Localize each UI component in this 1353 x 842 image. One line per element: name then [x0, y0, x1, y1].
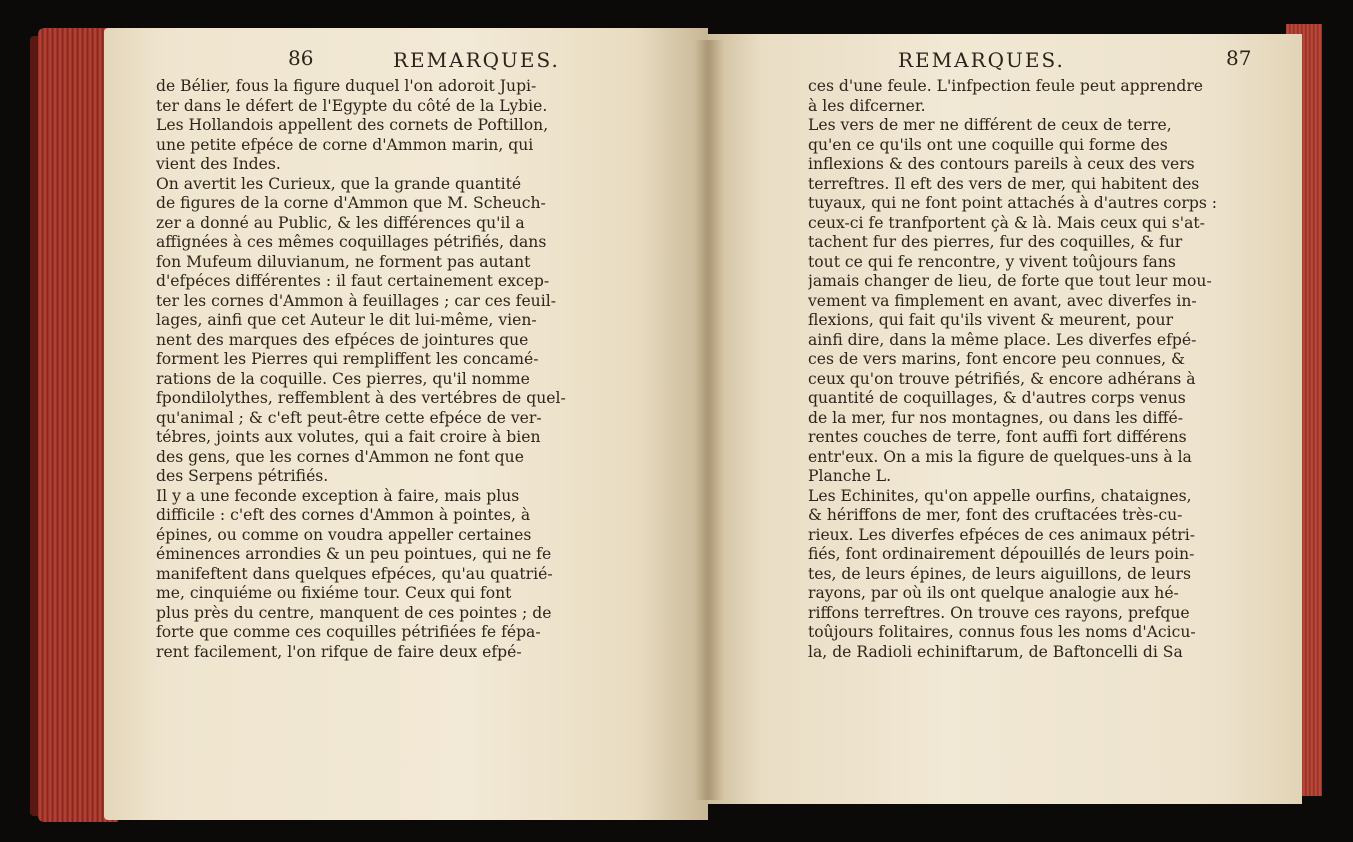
text-line: tout ce qui fe rencontre, y vivent toûjours fans: [808, 252, 1176, 271]
book-gutter: [694, 40, 724, 800]
text-line: lages, ainfi que cet Auteur le dit lui-même, vien-: [156, 311, 537, 329]
text-line: fon Mufeum diluvianum, ne forment pas autant: [156, 252, 531, 271]
text-line: ces d'une feule. L'infpection feule peut apprendre: [808, 77, 1204, 95]
text-line: ainfi dire, dans la même place. Les diverfes efpé-: [808, 330, 1197, 349]
text-line: tachent fur des pierres, fur des coquilles, & fur: [808, 233, 1183, 251]
text-line: une petite efpéce de corne d'Ammon marin, qui: [156, 135, 534, 154]
text-line: tes, de leurs épines, de leurs aiguillons, de leurs: [808, 564, 1191, 583]
text-line: zer a donné au Public, & les différences qu'il a: [156, 213, 525, 232]
text-line: vement va fimplement en avant, avec diverfes in-: [808, 291, 1197, 310]
text-line: me, cinquiéme ou fixiéme tour. Ceux qui font: [156, 584, 512, 602]
text-line: de la mer, fur nos montagnes, ou dans les diffé-: [808, 408, 1184, 427]
text-line: Les Hollandois appellent des cornets de Poftillon,: [156, 116, 549, 134]
text-line: à les difcerner.: [808, 96, 926, 115]
text-line: ter dans le défert de l'Egypte du côté de la Lybie.: [156, 96, 548, 115]
text-line: jamais changer de lieu, de forte que tout leur mou-: [808, 272, 1212, 290]
text-line: des Serpens pétrifiés.: [156, 467, 329, 485]
text-line: manifeftent dans quelques efpéces, qu'au quatrié-: [156, 564, 553, 583]
text-line: Les Echinites, qu'on appelle ourfins, chataignes,: [808, 486, 1192, 505]
text-line: forment les Pierres qui rempliffent les concamé-: [156, 350, 539, 368]
left-running-head: REMARQUES.: [393, 48, 560, 72]
text-line: rent facilement, l'on rifque de faire deux efpé-: [156, 642, 522, 661]
right-page-text: [808, 77, 1278, 662]
text-line: & hériffons de mer, font des cruftacées très-cu-: [808, 506, 1183, 524]
text-line: rations de la coquille. Ces pierres, qu'il nomme: [156, 369, 530, 388]
text-line: ceux-ci fe tranfportent çà & là. Mais ceux qui s'at-: [808, 213, 1205, 232]
text-line: difficile : c'eft des cornes d'Ammon à pointes, à: [156, 506, 531, 524]
text-line: ceux qu'on trouve pétrifiés, & encore adhérans à: [808, 369, 1196, 388]
text-line: tébres, joints aux volutes, qui a fait croire à bien: [156, 428, 541, 446]
text-line: inflexions & des contours pareils à ceux des vers: [808, 155, 1195, 173]
text-line: forte que comme ces coquilles pétrifiées fe fépa-: [156, 623, 541, 641]
text-line: fiés, font ordinairement dépouillés de leurs poin-: [808, 545, 1195, 563]
text-line: Il y a une feconde exception à faire, mais plus: [156, 486, 520, 505]
right-running-head: REMARQUES.: [898, 48, 1065, 72]
text-line: de figures de la corne d'Ammon que M. Scheuch-: [156, 194, 546, 212]
scan-border: [1343, 0, 1353, 842]
text-line: nent des marques des efpéces de jointures que: [156, 330, 529, 349]
left-page-text: [156, 77, 631, 662]
text-line: quantité de coquillages, & d'autres corps venus: [808, 389, 1186, 407]
text-line: ter les cornes d'Ammon à feuillages ; car ces feuil-: [156, 291, 556, 310]
text-line: toûjours folitaires, connus fous les noms d'Acicu-: [808, 623, 1196, 641]
right-page-number: 87: [1226, 46, 1252, 70]
text-line: la, de Radioli echiniftarum, de Baftoncelli di Sa: [808, 642, 1183, 661]
text-line: rayons, par où ils ont quelque analogie aux hé-: [808, 584, 1179, 602]
text-line: flexions, qui fait qu'ils vivent & meurent, pour: [808, 311, 1174, 329]
text-line: rentes couches de terre, font auffi fort différens: [808, 428, 1187, 446]
text-line: entr'eux. On a mis la figure de quelques-uns à la: [808, 447, 1192, 466]
text-line: vient des Indes.: [156, 155, 281, 173]
text-line: épines, ou comme on voudra appeller certaines: [156, 525, 532, 544]
text-line: tuyaux, qui ne font point attachés à d'autres corps :: [808, 194, 1218, 212]
text-line: Planche L.: [808, 467, 892, 485]
text-line: qu'animal ; & c'eft peut-être cette efpéce de ver-: [156, 408, 542, 427]
text-line: affignées à ces mêmes coquillages pétrifiés, dans: [156, 233, 547, 251]
text-line: rieux. Les diverfes efpéces de ces animaux pétri-: [808, 525, 1195, 544]
text-line: éminences arrondies & un peu pointues, qui ne fe: [156, 545, 552, 563]
text-line: d'efpéces différentes : il faut certainement excep-: [156, 272, 550, 290]
text-line: plus près du centre, manquent de ces pointes ; de: [156, 603, 552, 622]
text-line: terreftres. Il eft des vers de mer, qui habitent des: [808, 174, 1200, 193]
left-page-number: 86: [288, 46, 314, 70]
text-line: On avertit les Curieux, que la grande quantité: [156, 174, 522, 193]
text-line: de Bélier, fous la figure duquel l'on adoroit Jupi-: [156, 77, 537, 95]
text-line: riffons terreftres. On trouve ces rayons, prefque: [808, 603, 1190, 622]
text-line: ces de vers marins, font encore peu connues, &: [808, 350, 1185, 368]
text-line: Les vers de mer ne différent de ceux de terre,: [808, 116, 1172, 134]
text-line: fpondilolythes, reffemblent à des vertébres de quel-: [156, 389, 566, 407]
text-line: qu'en ce qu'ils ont une coquille qui forme des: [808, 135, 1168, 154]
text-line: des gens, que les cornes d'Ammon ne font que: [156, 447, 524, 466]
